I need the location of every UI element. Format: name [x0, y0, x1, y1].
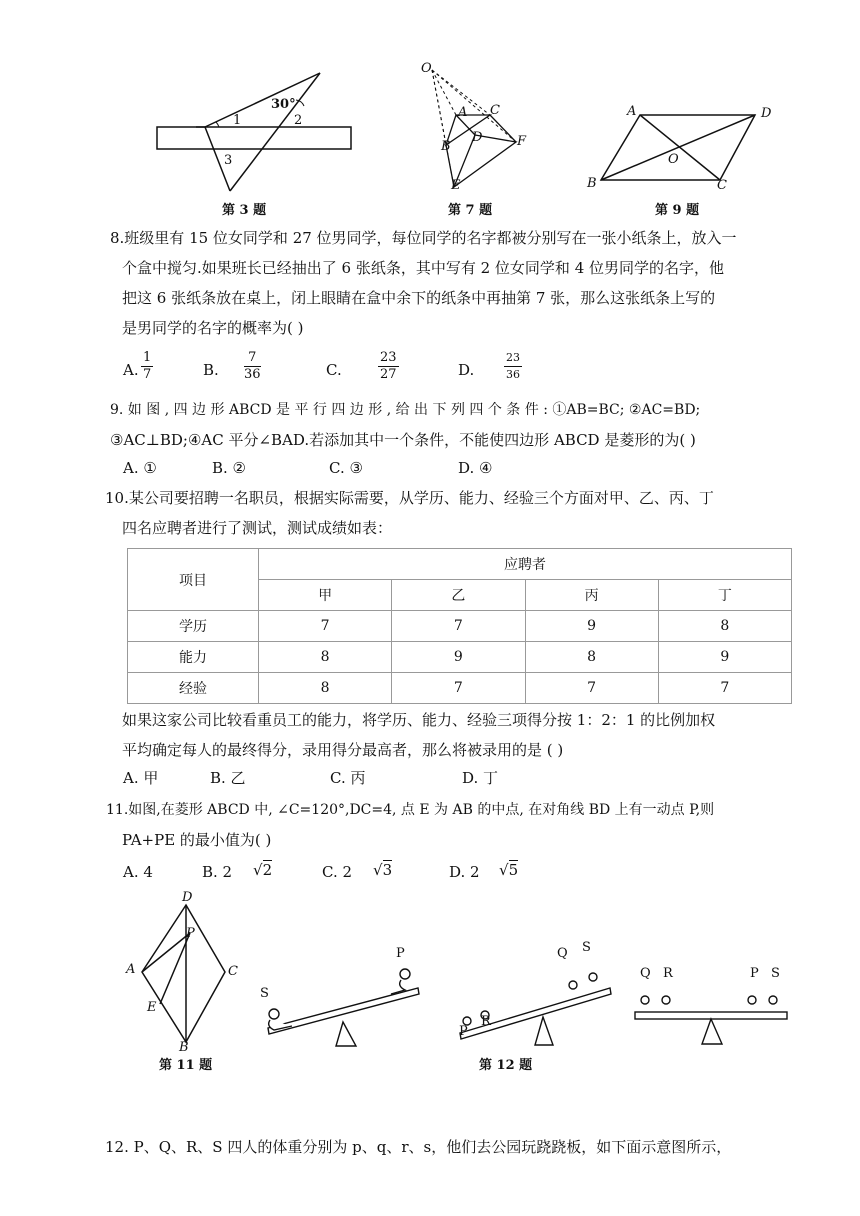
- denominator: 36: [244, 367, 261, 382]
- seesaw2-label-Q: Q: [557, 946, 568, 961]
- q9-line: 9. 如 图 , 四 边 形 ABCD 是 平 行 四 边 形 , 给 出 下 列 四 个 条 件 : ①AB=BC; ②AC=BD;: [110, 402, 701, 418]
- fig11-label-A: A: [126, 962, 136, 977]
- table-cell: 9: [658, 642, 791, 673]
- q11-option-c-label: C. 2: [322, 863, 353, 881]
- fig11-caption: 第 11 题: [159, 1058, 213, 1073]
- table-cell: 7: [525, 673, 658, 704]
- fig3-label-3: 3: [224, 153, 233, 168]
- figure-7: [420, 60, 540, 195]
- table-cell: 7: [392, 673, 525, 704]
- numerator: 23: [504, 350, 522, 367]
- table-corner-cell: 项目: [128, 549, 259, 611]
- fig3-label-2: 2: [294, 113, 303, 128]
- table-cell: 7: [658, 673, 791, 704]
- q10-option-a: A. 甲: [123, 769, 159, 787]
- table-column-header: 甲: [259, 580, 392, 611]
- radicand: 3: [382, 861, 393, 879]
- denominator: 36: [506, 368, 520, 381]
- fig3-label-30: 30°: [271, 97, 296, 112]
- q10-option-c: C. 丙: [330, 769, 366, 787]
- q8-option-d-label: D.: [458, 361, 475, 379]
- q8-option-c-label: C.: [326, 361, 342, 379]
- table-cell: 8: [658, 611, 791, 642]
- q8-option-b-label: B.: [203, 361, 219, 379]
- fig7-label-B: B: [441, 139, 451, 154]
- seesaw3-label-R: R: [663, 966, 673, 981]
- table-column-header: 丙: [525, 580, 658, 611]
- fig9-label-C: C: [717, 178, 727, 193]
- fig7-label-O: O: [421, 61, 432, 76]
- fig11-label-E: E: [147, 1000, 157, 1015]
- figure-9: [590, 100, 780, 190]
- table-cell: 7: [392, 611, 525, 642]
- seesaw1-label-P: P: [396, 946, 405, 961]
- q11-option-b-label: B. 2: [202, 863, 233, 881]
- table-cell: 7: [259, 611, 392, 642]
- seesaw-figure-3: [632, 960, 792, 1050]
- seesaw-figure-1: [258, 950, 428, 1050]
- q11-option-b-sqrt: √2: [253, 861, 273, 879]
- fig11-label-B: B: [179, 1040, 189, 1055]
- q10-line: 平均确定每人的最终得分，录用得分最高者，那么将被录用的是 ( ): [122, 741, 564, 759]
- radicand: 2: [262, 861, 273, 879]
- seesaw3-label-Q: Q: [640, 966, 651, 981]
- q8-option-b-fraction: [244, 350, 261, 383]
- table-row: [128, 673, 792, 704]
- fig7-label-C: C: [490, 103, 500, 118]
- score-table: [127, 548, 792, 704]
- numerator: 1: [143, 350, 152, 365]
- table-column-header: 丁: [658, 580, 791, 611]
- seesaw2-label-P: P: [459, 1024, 468, 1039]
- table-cell: 9: [392, 642, 525, 673]
- q9-option-b: B. ②: [212, 459, 247, 477]
- fig9-label-B: B: [587, 176, 597, 191]
- fig11-label-P: P: [186, 926, 195, 941]
- q8-option-d-fraction: [504, 350, 522, 383]
- q11-line: PA+PE 的最小值为( ): [122, 831, 272, 849]
- q11-option-d-sqrt: √5: [499, 861, 519, 879]
- table-group-header: 应聘者: [259, 549, 792, 580]
- table-column-header: 乙: [392, 580, 525, 611]
- fig7-label-D: D: [472, 130, 483, 145]
- q12-line: 12. P、Q、R、S 四人的体重分别为 p、q、r、s，他们去公园玩跷跷板，如下面示意图所示，: [105, 1138, 732, 1156]
- denominator: 7: [143, 367, 152, 382]
- fig7-label-E: E: [451, 178, 461, 193]
- q8-line: 是男同学的名字的概率为( ): [122, 319, 304, 337]
- seesaw1-label-S: S: [260, 986, 269, 1001]
- fig12-caption: 第 12 题: [479, 1058, 533, 1073]
- q8-option-a-fraction: [141, 350, 153, 383]
- q10-option-b: B. 乙: [210, 769, 246, 787]
- fig9-label-D: D: [761, 106, 772, 121]
- fig11-label-D: D: [182, 890, 193, 905]
- table-row-header: 能力: [128, 642, 259, 673]
- seesaw-figure-2: [455, 955, 625, 1050]
- q9-option-c: C. ③: [329, 459, 363, 477]
- fig9-caption: 第 9 题: [655, 203, 700, 218]
- fig7-label-F: F: [517, 134, 527, 149]
- q9-line: ③AC⊥BD;④AC 平分∠BAD.若添加其中一个条件，不能使四边形 ABCD 是菱形的为( ): [110, 431, 696, 449]
- fig3-caption: 第 3 题: [222, 203, 267, 218]
- table-row-header: 学历: [128, 611, 259, 642]
- table-cell: 8: [525, 642, 658, 673]
- q8-option-c-fraction: [378, 350, 399, 383]
- q8-line: 8.班级里有 15 位女同学和 27 位男同学，每位同学的名字都被分别写在一张小纸条上，放入一: [110, 229, 737, 247]
- seesaw3-label-S: S: [771, 966, 780, 981]
- seesaw3-label-P: P: [750, 966, 759, 981]
- q11-line: 11.如图,在菱形 ABCD 中, ∠C=120°,DC=4, 点 E 为 AB 的中点, 在对角线 BD 上有一动点 P,则: [106, 802, 715, 818]
- fig7-label-A: A: [458, 105, 468, 120]
- denominator: 27: [380, 367, 397, 382]
- numerator: 23: [380, 350, 397, 365]
- table-row: [128, 642, 792, 673]
- fig9-label-A: A: [627, 104, 637, 119]
- seesaw2-label-S: S: [582, 940, 591, 955]
- figure-3: [150, 60, 370, 200]
- table-cell: 8: [259, 642, 392, 673]
- q10-line: 如果这家公司比较看重员工的能力，将学历、能力、经验三项得分按 1：2：1 的比例加权: [122, 711, 716, 729]
- numerator: 7: [244, 350, 261, 367]
- q10-option-d: D. 丁: [462, 769, 499, 787]
- q8-option-a-label: A.: [123, 361, 139, 379]
- fig11-label-C: C: [228, 964, 238, 979]
- table-row: [128, 611, 792, 642]
- q11-option-a: A. 4: [123, 863, 153, 881]
- q8-line: 把这 6 张纸条放在桌上，闭上眼睛在盒中余下的纸条中再抽第 7 张，那么这张纸条上写的: [122, 289, 716, 307]
- q11-option-c-sqrt: √3: [373, 861, 393, 879]
- fig9-label-O: O: [668, 152, 679, 167]
- q9-option-d: D. ④: [458, 459, 493, 477]
- q10-line: 四名应聘者进行了测试，测试成绩如表：: [122, 519, 393, 537]
- seesaw2-label-R: R: [481, 1014, 491, 1029]
- q11-option-d-label: D. 2: [449, 863, 480, 881]
- q8-line: 个盒中搅匀.如果班长已经抽出了 6 张纸条，其中写有 2 位女同学和 4 位男同学的名字，他: [122, 259, 725, 277]
- q9-option-a: A. ①: [123, 459, 157, 477]
- radicand: 5: [508, 861, 519, 879]
- fig7-caption: 第 7 题: [448, 203, 493, 218]
- table-cell: 9: [525, 611, 658, 642]
- table-header-row: [128, 549, 792, 580]
- table-cell: 8: [259, 673, 392, 704]
- fig3-label-1: 1: [233, 113, 242, 128]
- q10-line: 10.某公司要招聘一名职员，根据实际需要，从学历、能力、经验三个方面对甲、乙、丙、丁: [105, 489, 714, 507]
- table-row-header: 经验: [128, 673, 259, 704]
